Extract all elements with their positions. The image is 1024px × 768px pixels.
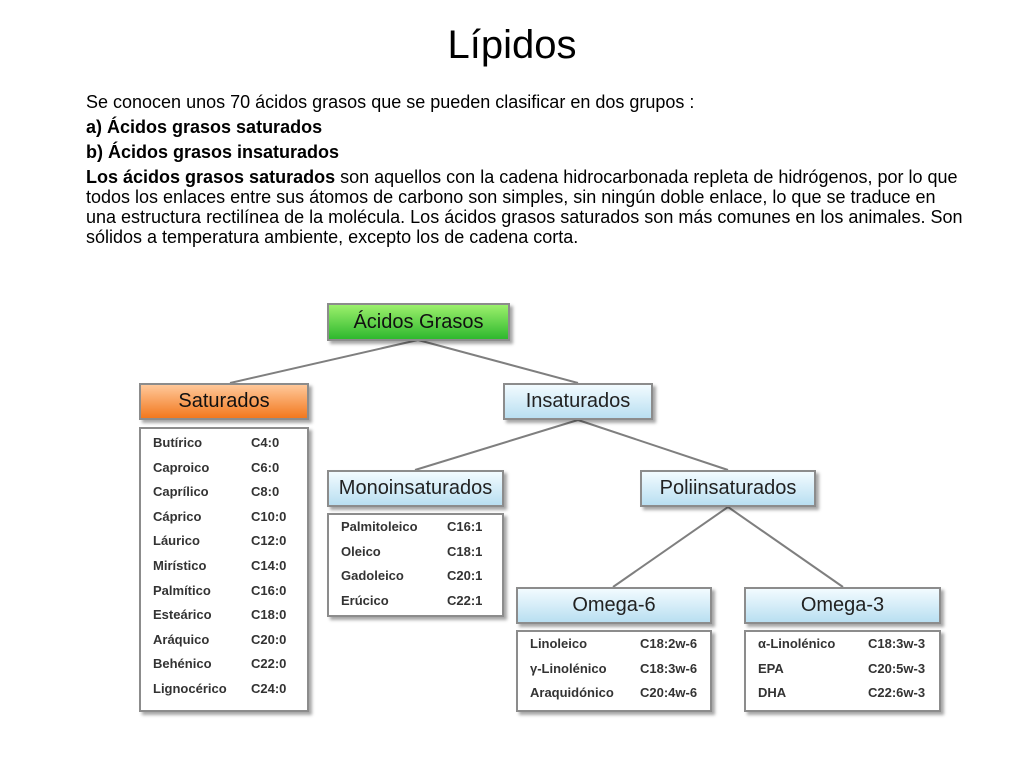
list-item	[746, 657, 939, 682]
acid-formula: C24:0	[251, 680, 287, 696]
saturated-paragraph-body: son aquellos con la cadena hidrocarbonada repleta de hidrógenos, por lo que todos los enlaces entre sus átomos de carbono son simples, sin ningún doble enlace, lo que se traduce en una estructura rectilínea de la molécula. Los ácidos grasos saturados son más comunes en los animales. Son sólidos a temperatura ambiente, excepto los de cadena corta.	[86, 167, 963, 247]
acid-formula: C18:2w-6	[640, 636, 698, 651]
group-a-text: a) Ácidos grasos saturados	[86, 117, 323, 137]
acid-name: Aráquico	[153, 631, 210, 647]
acid-name: Oleico	[341, 543, 381, 559]
connector-poli-omega3	[728, 507, 843, 587]
list-item	[141, 603, 307, 628]
acid-formula: C20:1	[447, 568, 483, 584]
list-item	[746, 632, 939, 657]
saturated-paragraph-lead: Los ácidos grasos saturados	[86, 167, 336, 187]
acid-name: Caproico	[153, 459, 210, 475]
node-omega-3: Omega-3	[744, 587, 941, 624]
saturados-list	[139, 427, 309, 712]
list-item	[141, 677, 307, 702]
acid-name: γ-Linolénico	[530, 660, 607, 676]
list-item	[141, 554, 307, 579]
acid-formula: C4:0	[251, 435, 280, 450]
acid-formula: C18:3w-6	[640, 660, 698, 676]
list-item	[329, 564, 502, 589]
node-insaturados: Insaturados	[503, 383, 653, 420]
list-item	[141, 456, 307, 481]
connector-insat-mono	[415, 420, 578, 470]
acid-formula: C20:5w-3	[868, 660, 926, 676]
connector-root-insaturados	[418, 340, 578, 383]
list-item	[141, 579, 307, 604]
acid-formula: C16:0	[251, 582, 287, 598]
acid-formula: C18:0	[251, 607, 287, 623]
acid-formula: C6:0	[251, 459, 280, 475]
acid-formula: C18:1	[447, 543, 483, 559]
acid-name: DHA	[758, 685, 787, 701]
intro-text: Se conocen unos 70 ácidos grasos que se pueden clasificar en dos grupos :	[86, 92, 695, 112]
acid-formula: C22:6w-3	[868, 685, 926, 701]
list-item	[518, 657, 710, 682]
monoinsaturados-list	[327, 513, 504, 617]
list-item	[746, 681, 939, 706]
acid-name: Mirístico	[153, 557, 207, 573]
acid-name: Linoleico	[530, 636, 588, 651]
page-title: Lípidos	[447, 23, 577, 67]
acid-formula: C16:1	[447, 519, 483, 534]
acid-name: Caprílico	[153, 484, 209, 500]
acid-name: α-Linolénico	[758, 636, 836, 651]
connector-poli-omega6	[613, 507, 728, 587]
list-item	[141, 652, 307, 677]
omega-6-list	[516, 630, 712, 712]
list-item	[141, 529, 307, 554]
node-poliinsaturados: Poliinsaturados	[640, 470, 816, 507]
acid-formula: C22:0	[251, 656, 287, 672]
connector-insat-poli	[578, 420, 728, 470]
acid-formula: C8:0	[251, 484, 280, 500]
acid-name: Gadoleico	[341, 568, 404, 584]
list-item	[518, 632, 710, 657]
acid-formula: C20:4w-6	[640, 685, 698, 701]
acid-name: Behénico	[153, 656, 212, 672]
acid-name: Láurico	[153, 533, 200, 549]
acid-formula: C12:0	[251, 533, 287, 549]
list-item	[141, 480, 307, 505]
acid-name: Esteárico	[153, 607, 212, 623]
list-item	[329, 540, 502, 565]
acid-name: Cáprico	[153, 508, 202, 524]
acid-formula: C22:1	[447, 592, 483, 608]
node-acidos-grasos: Ácidos Grasos	[327, 303, 510, 341]
acid-name: Butírico	[153, 435, 203, 450]
acid-name: Palmitoleico	[341, 519, 418, 534]
acid-formula: C20:0	[251, 631, 287, 647]
acid-name: Araquidónico	[530, 685, 614, 701]
acid-name: Lignocérico	[153, 680, 227, 696]
list-item	[329, 515, 502, 540]
list-item	[141, 628, 307, 653]
acid-formula: C10:0	[251, 508, 287, 524]
acid-formula: C14:0	[251, 557, 287, 573]
list-item	[141, 431, 307, 456]
acid-name: EPA	[758, 660, 784, 676]
node-saturados: Saturados	[139, 383, 309, 420]
omega-3-list	[744, 630, 941, 712]
connector-root-saturados	[230, 340, 418, 383]
acid-name: Palmítico	[153, 582, 211, 598]
list-item	[518, 681, 710, 706]
list-item	[141, 505, 307, 530]
acid-name: Erúcico	[341, 592, 389, 608]
node-monoinsaturados: Monoinsaturados	[327, 470, 504, 507]
list-item	[329, 589, 502, 614]
group-b-text: b) Ácidos grasos insaturados	[86, 142, 340, 162]
node-omega-6: Omega-6	[516, 587, 712, 624]
acid-formula: C18:3w-3	[868, 636, 926, 651]
